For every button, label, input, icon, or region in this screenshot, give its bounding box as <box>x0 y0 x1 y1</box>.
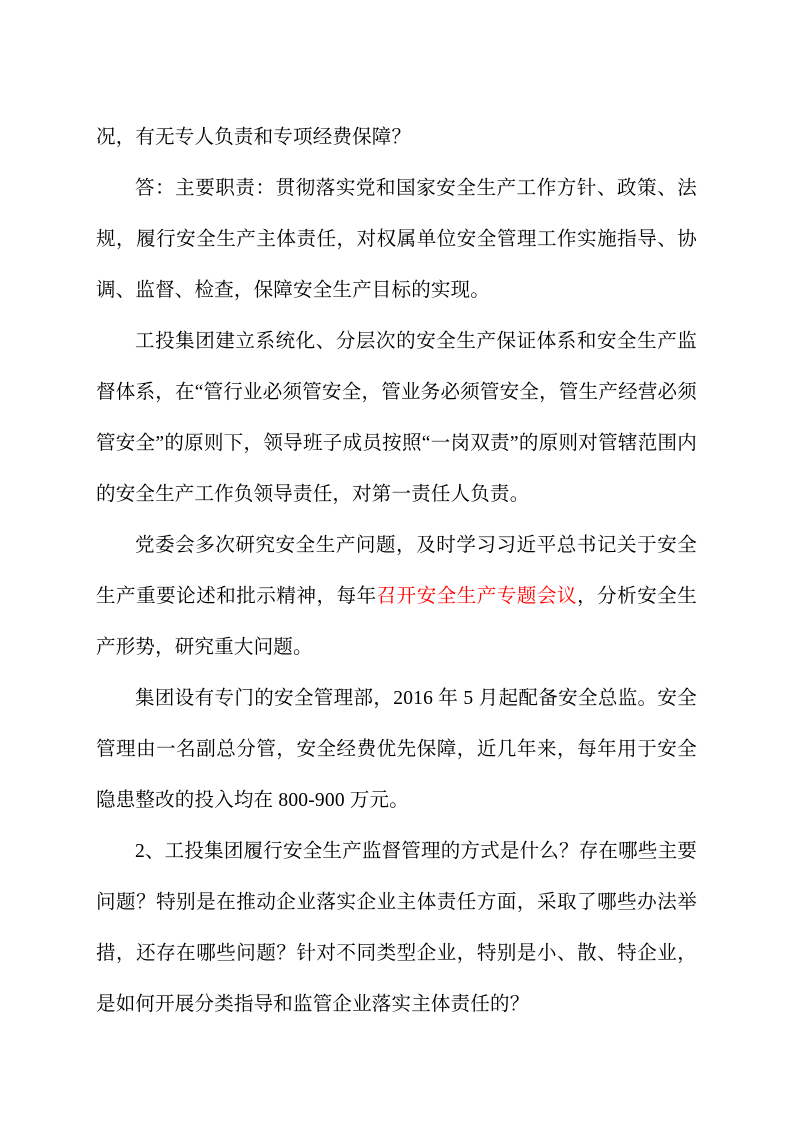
paragraph-party-committee <box>96 520 697 673</box>
paragraph-continuation <box>96 112 697 163</box>
text-run: 工投集团建立系统化、分层次的安全生产保证体系和安全生产监督体系，在“管行业必须管安全，管业务必须管安全，管生产经营必须管安全”的原则下，领导班子成员按照“一岗双责”的原则对管辖范围内的安全生产工作负领导责任，对第一责任人负责。 <box>96 331 697 505</box>
paragraph-answer-duties <box>96 163 697 316</box>
text-run: 2、工投集团履行安全生产监督管理的方式是什么？存在哪些主要问题？特别是在推动企业落实企业主体责任方面，采取了哪些办法举措，还存在哪些问题？针对不同类型企业，特别是小、散、特企业，是如何开展分类指导和监管企业落实主体责任的？ <box>96 841 697 1015</box>
paragraph-safety-department <box>96 673 697 826</box>
text-run: 集团设有专门的安全管理部，2016 年 5 月起配备安全总监。安全管理由一名副总分管，安全经费优先保障，近几年来，每年用于安全隐患整改的投入均在 800-900 万元。 <box>96 688 697 811</box>
text-run: 答：主要职责：贯彻落实党和国家安全生产工作方针、政策、法规，履行安全生产主体责任，对权属单位安全管理工作实施指导、协调、监督、检查，保障安全生产目标的实现。 <box>96 178 697 301</box>
paragraph-question-2 <box>96 826 697 1030</box>
document-body <box>96 112 697 1030</box>
text-run: 况，有无专人负责和专项经费保障？ <box>96 127 412 148</box>
text-run: ，分析安全生产形势，研究重大问题。 <box>96 586 697 658</box>
paragraph-safety-system <box>96 316 697 520</box>
highlighted-text-run: 召开安全生产专题会议 <box>376 586 578 607</box>
text-run: 党委会多次研究安全生产问题，及时学习习近平总书记关于安全生产重要论述和批示精神，每年 <box>96 535 697 607</box>
